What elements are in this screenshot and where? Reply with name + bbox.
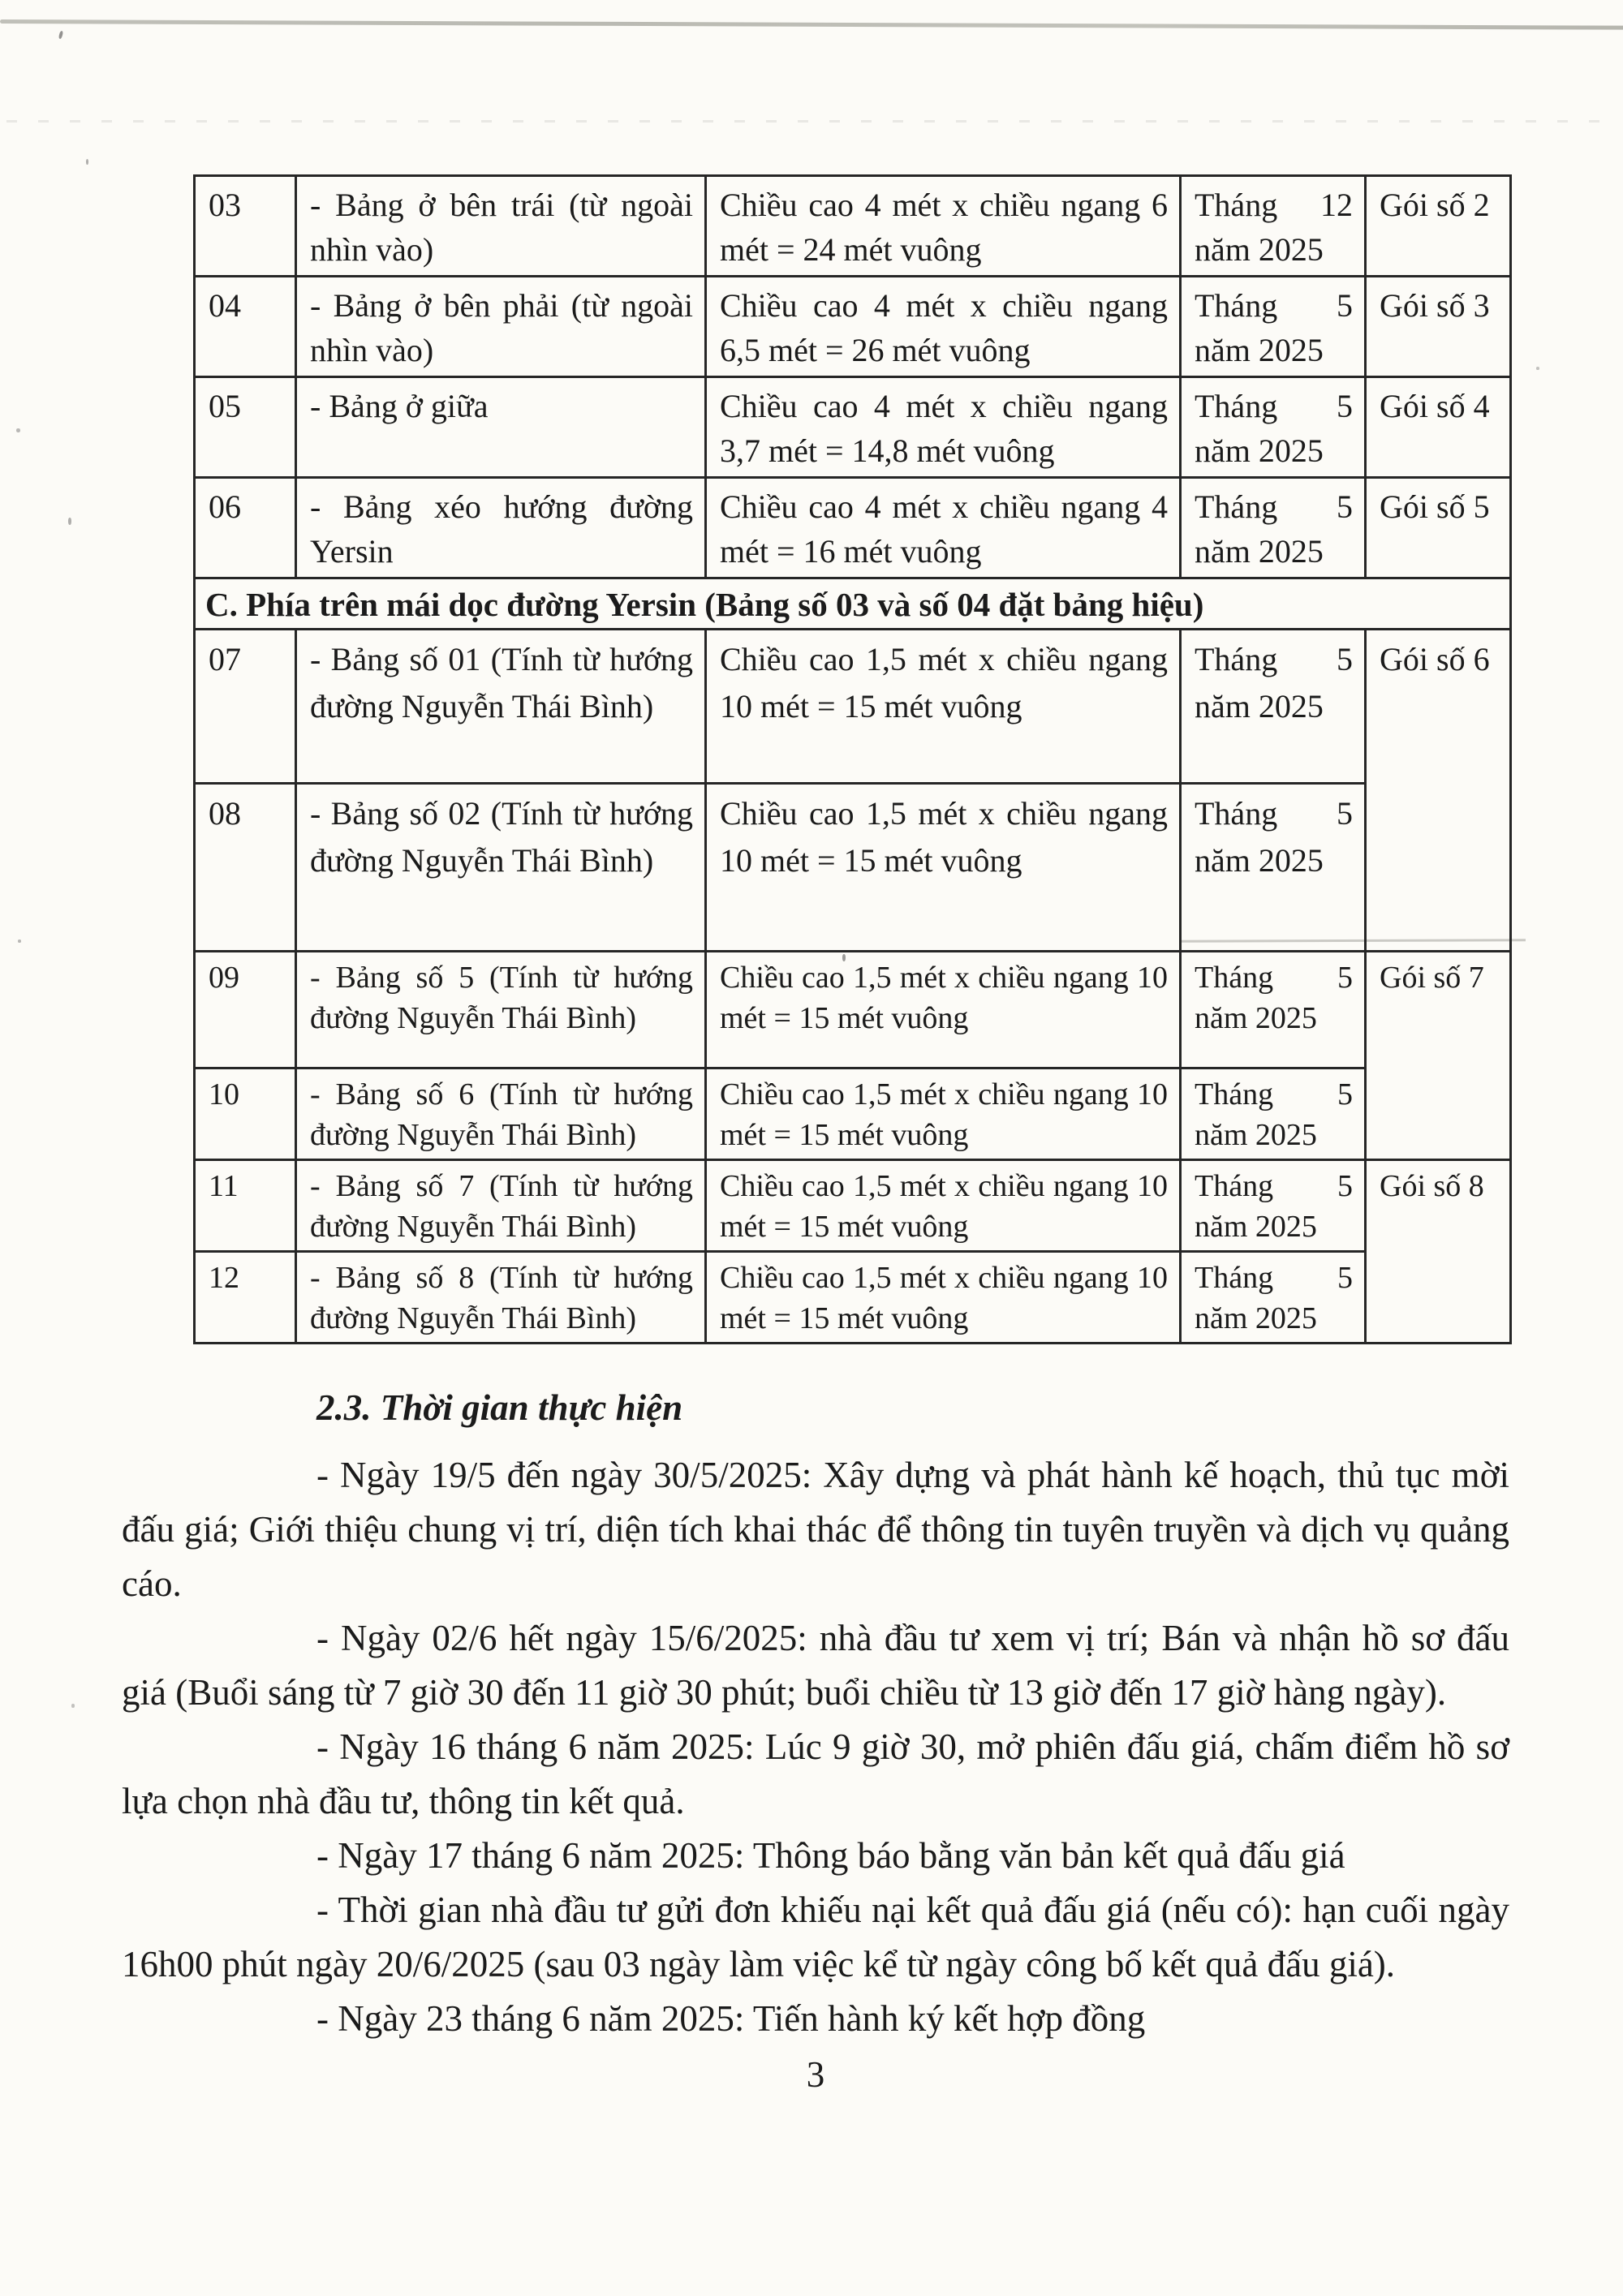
scan-speck (71, 1704, 75, 1708)
cell-package: Gói số 6 (1366, 630, 1511, 952)
scan-speck (18, 939, 21, 943)
table-row-03 (195, 176, 1511, 277)
table-row-10 (195, 1068, 1511, 1160)
body-text (122, 1381, 1509, 2100)
cell-time: Tháng 5 năm 2025 (1181, 1252, 1366, 1344)
cell-size: Chiều cao 1,5 mét x chiều ngang 10 mét = 15 mét vuông (706, 1160, 1181, 1252)
scan-dot-artifact (6, 120, 1609, 123)
paragraph-schedule-2: - Ngày 02/6 hết ngày 15/6/2025: nhà đầu tư xem vị trí; Bán và nhận hồ sơ đấu giá (Buổi sáng từ 7 giờ 30 đến 11 giờ 30 phút; buổi chiều từ 13 giờ đến 17 giờ hàng ngày). (122, 1618, 1509, 1713)
cell-package: Gói số 5 (1366, 478, 1511, 578)
paragraph-schedule-4: - Ngày 17 tháng 6 năm 2025: Thông báo bằng văn bản kết quả đấu giá (316, 1835, 1345, 1876)
cell-package: Gói số 8 (1366, 1160, 1511, 1344)
paragraph-schedule-3: - Ngày 16 tháng 6 năm 2025: Lúc 9 giờ 30, mở phiên đấu giá, chấm điểm hồ sơ lựa chọn nhà đầu tư, thông tin kết quả. (122, 1726, 1509, 1821)
table-row-06 (195, 478, 1511, 578)
cell-time: Tháng 12 năm 2025 (1181, 176, 1366, 277)
cell-desc: - Bảng số 8 (Tính từ hướng đường Nguyễn Thái Bình) (296, 1252, 706, 1344)
cell-size: Chiều cao 1,5 mét x chiều ngang 10 mét = 15 mét vuông (706, 952, 1181, 1068)
paragraph-schedule-6: - Ngày 23 tháng 6 năm 2025: Tiến hành ký kết hợp đồng (316, 1998, 1146, 2039)
cell-no: 10 (195, 1068, 296, 1160)
cell-desc: - Bảng số 7 (Tính từ hướng đường Nguyễn Thái Bình) (296, 1160, 706, 1252)
cell-time: Tháng 5 năm 2025 (1181, 1068, 1366, 1160)
page-number: 3 (806, 2054, 825, 2095)
cell-package: Gói số 3 (1366, 277, 1511, 377)
scan-speck (68, 518, 71, 525)
cell-time: Tháng 5 năm 2025 (1181, 630, 1366, 784)
table-row-04 (195, 277, 1511, 377)
cell-size: Chiều cao 1,5 mét x chiều ngang 10 mét = 15 mét vuông (706, 784, 1181, 952)
cell-desc: - Bảng số 6 (Tính từ hướng đường Nguyễn Thái Bình) (296, 1068, 706, 1160)
cell-time: Tháng 5 năm 2025 (1181, 784, 1366, 952)
scan-speck (1536, 367, 1539, 370)
cell-package: Gói số 4 (1366, 377, 1511, 478)
cell-desc: - Bảng ở bên trái (từ ngoài nhìn vào) (296, 176, 706, 277)
scan-speck (86, 159, 88, 165)
cell-size: Chiều cao 1,5 mét x chiều ngang 10 mét = 15 mét vuông (706, 1252, 1181, 1344)
table-row-12 (195, 1252, 1511, 1344)
scan-speck (16, 428, 20, 432)
cell-no: 12 (195, 1252, 296, 1344)
cell-no: 04 (195, 277, 296, 377)
cell-package: Gói số 7 (1366, 952, 1511, 1160)
cell-desc: - Bảng số 5 (Tính từ hướng đường Nguyễn Thái Bình) (296, 952, 706, 1068)
paragraph-schedule-1: - Ngày 19/5 đến ngày 30/5/2025: Xây dựng và phát hành kế hoạch, thủ tục mời đấu giá; Giới thiệu chung vị trí, diện tích khai thác để thông tin tuyên truyền và dịch vụ quảng cáo. (122, 1455, 1509, 1604)
cell-size: Chiều cao 4 mét x chiều ngang 4 mét = 16 mét vuông (706, 478, 1181, 578)
table-row-09 (195, 952, 1511, 1068)
cell-time: Tháng 5 năm 2025 (1181, 377, 1366, 478)
cell-time: Tháng 5 năm 2025 (1181, 277, 1366, 377)
cell-time: Tháng 5 năm 2025 (1181, 952, 1366, 1068)
cell-time: Tháng 5 năm 2025 (1181, 478, 1366, 578)
cell-size: Chiều cao 1,5 mét x chiều ngang 10 mét = 15 mét vuông (706, 1068, 1181, 1160)
cell-desc: - Bảng ở giữa (296, 377, 706, 478)
table-row-05 (195, 377, 1511, 478)
table-row-11 (195, 1160, 1511, 1252)
cell-size: Chiều cao 1,5 mét x chiều ngang 10 mét = 15 mét vuông (706, 630, 1181, 784)
table-section-header (195, 578, 1511, 630)
cell-desc: - Bảng ở bên phải (từ ngoài nhìn vào) (296, 277, 706, 377)
section-header-text: C. Phía trên mái dọc đường Yersin (Bảng số 03 và số 04 đặt bảng hiệu) (195, 578, 1511, 630)
cell-no: 11 (195, 1160, 296, 1252)
billboard-table (193, 174, 1512, 1344)
cell-no: 09 (195, 952, 296, 1068)
cell-desc: - Bảng số 01 (Tính từ hướng đường Nguyễn Thái Bình) (296, 630, 706, 784)
cell-no: 06 (195, 478, 296, 578)
cell-time: Tháng 5 năm 2025 (1181, 1160, 1366, 1252)
table-row-08 (195, 784, 1511, 952)
cell-desc: - Bảng số 02 (Tính từ hướng đường Nguyễn Thái Bình) (296, 784, 706, 952)
cell-size: Chiều cao 4 mét x chiều ngang 6 mét = 24 mét vuông (706, 176, 1181, 277)
cell-no: 07 (195, 630, 296, 784)
cell-size: Chiều cao 4 mét x chiều ngang 3,7 mét = 14,8 mét vuông (706, 377, 1181, 478)
cell-size: Chiều cao 4 mét x chiều ngang 6,5 mét = 26 mét vuông (706, 277, 1181, 377)
cell-no: 03 (195, 176, 296, 277)
cell-package: Gói số 2 (1366, 176, 1511, 277)
paragraph-schedule-5: - Thời gian nhà đầu tư gửi đơn khiếu nại kết quả đấu giá (nếu có): hạn cuối ngày 16h00 phút ngày 20/6/2025 (sau 03 ngày làm việc kể từ ngày công bố kết quả đấu giá). (122, 1890, 1509, 1984)
cell-no: 05 (195, 377, 296, 478)
table-row-07 (195, 630, 1511, 784)
section-heading: 2.3. Thời gian thực hiện (316, 1387, 683, 1428)
cell-desc: - Bảng xéo hướng đường Yersin (296, 478, 706, 578)
cell-no: 08 (195, 784, 296, 952)
scan-edge-artifact (0, 19, 1623, 30)
scan-speck (58, 31, 63, 40)
